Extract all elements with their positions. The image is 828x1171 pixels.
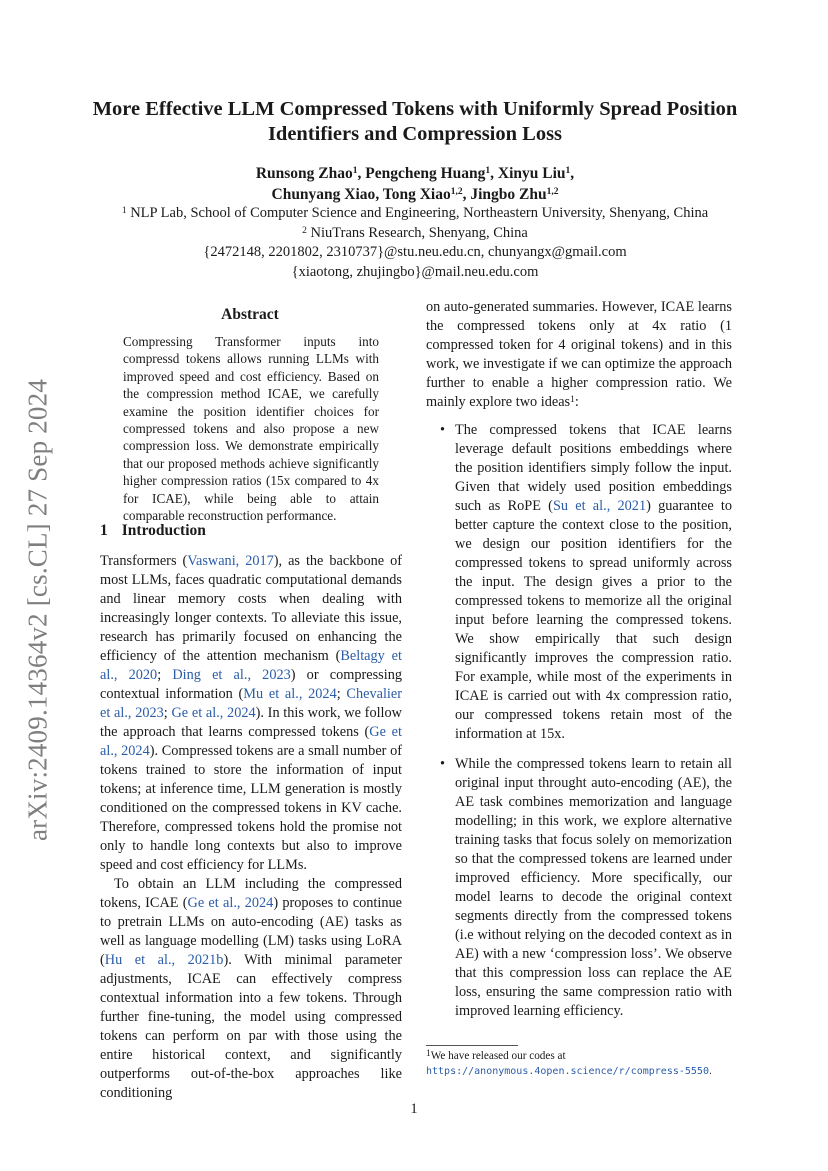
citation-link[interactable]: Hu et al., 2021b bbox=[104, 952, 224, 968]
affil-mark: 1 bbox=[121, 206, 127, 216]
citation-link[interactable]: Vaswani, 2017 bbox=[187, 553, 274, 569]
citation-link[interactable]: Chevalier et al., 2023 bbox=[100, 686, 402, 721]
author-affil-mark: 1,2 bbox=[546, 187, 559, 197]
author-affil-mark: 1 bbox=[565, 166, 571, 176]
arxiv-id-text: arXiv:2409.14364v2 [cs.CL] 27 Sep 2024 bbox=[22, 378, 53, 842]
citation-link[interactable]: Su et al., 2021 bbox=[552, 498, 647, 514]
body-paragraph bbox=[426, 298, 732, 412]
author: Jingbo Zhu bbox=[470, 186, 547, 203]
intro-paragraph bbox=[100, 875, 402, 1103]
section-number: 1 bbox=[100, 522, 108, 539]
text-run: To obtain an LLM including the compressed tokens, ICAE ( bbox=[100, 876, 402, 911]
intro-paragraph bbox=[100, 552, 402, 875]
text-run: ), as the backbone of most LLMs, faces quadratic computational demands and linear memory costs when dealing with increasingly longer contexts. To alleviate this issue, research has primarily focused on enhancing the efficiency of the attention mechanism ( bbox=[100, 553, 402, 664]
author: Runsong Zhao bbox=[255, 165, 353, 182]
footnote-mark: 1 bbox=[426, 1049, 431, 1059]
text-run: ). With minimal parameter adjustments, ICAE can effectively compress contextual information into a few tokens. Through further fine-tuning, the model using compressed tokens can perform on par with those using the entire historical context, and significantly outperforms out-of-the-box approaches like conditioning bbox=[100, 952, 402, 1101]
text-run: on auto-generated summaries. However, ICAE learns the compressed tokens only at 4x ratio (1 compressed token for 4 original tokens) and in this work, we investigate if we can optimize the approach further to enable a higher compression ratio. We mainly explore two ideas bbox=[426, 299, 732, 410]
footnote-text: . bbox=[708, 1065, 712, 1077]
text-run: : bbox=[574, 394, 579, 410]
citation-link[interactable]: Ge et al., 2024 bbox=[100, 724, 402, 759]
text-run: ). In this work, we follow the approach that learns compressed tokens ( bbox=[100, 705, 403, 740]
affil-mark: 2 bbox=[302, 225, 307, 236]
title-line-1: More Effective LLM Compressed Tokens with Uniformly Spread Position bbox=[92, 98, 738, 120]
author-list: Runsong Zhao$^1$, Pengcheng Huang$^1$, Xinyu Liu$^1$, Chunyang Xiao, Tong Xiao$^{1,2}$, Jingbo Zhu$^{1,2}$ bbox=[255, 165, 575, 203]
text-run: ) guarantee to better capture the context close to the position, we design our position identifiers for the compressed tokens to spread uniformly across the input. The design gives a prior to the compressed tokens to memorize all the original input before learning the compressed tokens. We show empirically that such design significantly improves the compression ratio. For example, while most of the experiments in ICAE is carried out with 4x compression ratio, our compressed tokens retain most of the information at 15x. bbox=[455, 498, 733, 742]
text-run: ; bbox=[163, 705, 172, 721]
text-run: ; bbox=[157, 667, 173, 683]
citation-link[interactable]: Ge et al., 2024 bbox=[187, 895, 274, 911]
title-line-2: Identifiers and Compression Loss bbox=[267, 123, 563, 145]
author: Xinyu Liu bbox=[497, 165, 566, 182]
text-run: ) or compressing contextual information ( bbox=[100, 667, 402, 702]
author-affil-mark: 1,2 bbox=[450, 187, 463, 197]
list-item bbox=[455, 755, 732, 1021]
author-affil-mark: 1 bbox=[485, 166, 491, 176]
affiliations bbox=[90, 204, 740, 282]
section-heading bbox=[100, 522, 206, 540]
footnote-rule bbox=[426, 1045, 518, 1046]
author: Tong Xiao bbox=[382, 186, 451, 203]
author-emails: {2472148, 2201802, 2310737}@stu.neu.edu.cn, chunyangx@gmail.com bbox=[203, 244, 627, 260]
text-run: Transformers ( bbox=[100, 553, 188, 569]
abstract-body: Compressing Transformer inputs into compressd tokens allows running LLMs with improved speed and cost efficiency. Based on the compression method ICAE, we carefully examine the position identifier choices for compressed tokens and also propose a new compression loss. We demonstrate empirically that our proposed methods achieve significantly higher compression ratios (15x compared to 4x for ICAE), while being able to attain comparable reconstruction performance. bbox=[123, 334, 379, 524]
footnote bbox=[426, 1049, 738, 1079]
left-column bbox=[100, 552, 402, 1103]
footnote-marker[interactable]: 1 bbox=[570, 395, 575, 405]
arxiv-identifier-stamp bbox=[18, 365, 58, 855]
author-affil-mark: 1 bbox=[352, 166, 358, 176]
paper-title bbox=[90, 97, 740, 147]
citation-link[interactable]: Ding et al., 2023 bbox=[172, 667, 291, 683]
text-run: While the compressed tokens learn to retain all original input throught auto-encoding (AE), the AE task combines memorization and language modelling; in this work, we explore alternative training tasks that focus solely on memorization so that the compressed tokens are learned under improved efficiency. More specifically, our model learns to decode the original context segments directly from the compressed tokens (i.e without relying on the decoded context as in AE) with a new ‘compression loss’. We observe that this compression loss can replace the AE loss, ensuring the same compression ratio with improved learning efficiency. bbox=[455, 756, 732, 1019]
author-emails: {xiaotong, zhujingbo}@mail.neu.edu.com bbox=[291, 263, 539, 280]
text-run: The compressed tokens that ICAE learns leverage default positions embeddings where the position identifiers simply follow the input. Given that widely used position embeddings such as RoPE ( bbox=[455, 422, 732, 514]
code-url-link[interactable]: https://anonymous.4open.science/r/compress-5550 bbox=[426, 1066, 709, 1077]
citation-link[interactable]: Beltagy et al., 2020 bbox=[100, 648, 402, 683]
list-item bbox=[455, 421, 732, 744]
author: Pengcheng Huang bbox=[365, 165, 486, 182]
idea-list bbox=[426, 421, 732, 1021]
section-title: Introduction bbox=[121, 522, 206, 539]
text-run: ). Compressed tokens are a small number of tokens trained to store the information of input tokens; at inference time, LLM generation is mostly conditioned on the compressed tokens in KV cache. Therefore, compressed tokens hold the promise not only to handle long contexts but also to improve speed and cost efficiency for LLMs. bbox=[100, 743, 402, 873]
text-run: ) proposes to continue to pretrain LLMs on auto-encoding (AE) tasks as well as language modelling (LM) tasks using LoRA ( bbox=[100, 895, 402, 968]
right-column bbox=[426, 298, 732, 1032]
affiliation-2: NiuTrans Research, Shenyang, China bbox=[310, 224, 528, 241]
page-number: 1 bbox=[410, 1101, 418, 1117]
affiliation-1: NLP Lab, School of Computer Science and Engineering, Northeastern University, Shenyang, China bbox=[130, 205, 709, 221]
citation-link[interactable]: Mu et al., 2024 bbox=[243, 686, 337, 702]
text-run: ; bbox=[336, 686, 347, 702]
citation-link[interactable]: Ge et al., 2024 bbox=[171, 705, 256, 721]
footnote-text: We have released our codes at bbox=[430, 1050, 566, 1062]
abstract-heading: Abstract bbox=[221, 306, 279, 323]
author: Chunyang Xiao bbox=[271, 186, 376, 203]
